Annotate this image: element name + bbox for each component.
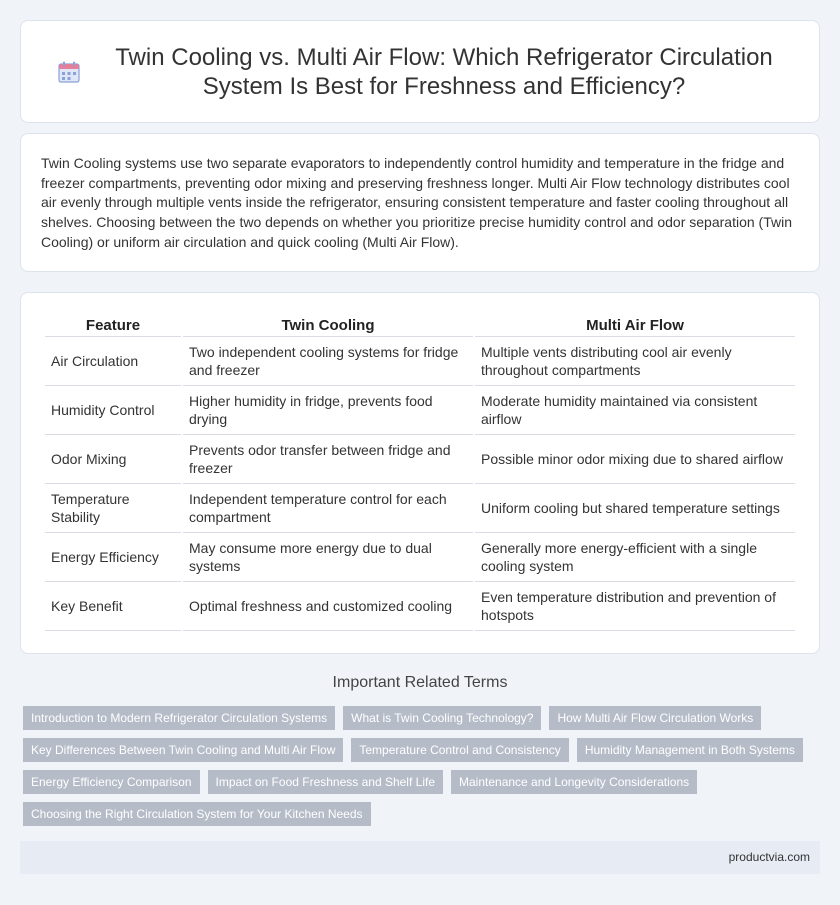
comparison-card <box>20 292 820 654</box>
related-term-link[interactable]: How Multi Air Flow Circulation Works <box>549 706 761 730</box>
page-title: Twin Cooling vs. Multi Air Flow: Which Refrigerator Circulation System Is Best for Freshness and Efficiency? <box>115 43 773 100</box>
table-row <box>45 484 795 533</box>
table-cell: Generally more energy-efficient with a single cooling system <box>475 533 795 582</box>
table-cell: Uniform cooling but shared temperature settings <box>475 484 795 533</box>
footer <box>20 841 820 874</box>
footer-site-link[interactable]: productvia.com <box>728 850 810 864</box>
table-row <box>45 533 795 582</box>
table-cell: Odor Mixing <box>45 435 181 484</box>
related-term-link[interactable]: What is Twin Cooling Technology? <box>343 706 541 730</box>
table-cell: Temperature Stability <box>45 484 181 533</box>
table-cell: Independent temperature control for each compartment <box>183 484 473 533</box>
table-row <box>45 386 795 435</box>
table-cell: Moderate humidity maintained via consistent airflow <box>475 386 795 435</box>
table-row <box>45 435 795 484</box>
table-cell: May consume more energy due to dual systems <box>183 533 473 582</box>
related-term-link[interactable]: Choosing the Right Circulation System for Your Kitchen Needs <box>23 802 371 826</box>
comparison-table <box>43 313 797 631</box>
table-cell: Key Benefit <box>45 582 181 631</box>
table-row <box>45 582 795 631</box>
table-cell: Possible minor odor mixing due to shared airflow <box>475 435 795 484</box>
table-cell: Energy Efficiency <box>45 533 181 582</box>
table-header-row <box>45 313 795 337</box>
related-term-link[interactable]: Maintenance and Longevity Considerations <box>451 770 697 794</box>
table-cell: Higher humidity in fridge, prevents food drying <box>183 386 473 435</box>
title-card <box>20 20 820 123</box>
related-term-link[interactable]: Energy Efficiency Comparison <box>23 770 200 794</box>
table-cell: Air Circulation <box>45 337 181 386</box>
header-multi-air-flow: Multi Air Flow <box>475 313 795 337</box>
related-term-link[interactable]: Key Differences Between Twin Cooling and Multi Air Flow <box>23 738 343 762</box>
intro-card <box>20 133 820 272</box>
header-feature: Feature <box>45 313 181 337</box>
calendar-icon <box>56 59 82 85</box>
table-cell: Two independent cooling systems for fridge and freezer <box>183 337 473 386</box>
related-term-link[interactable]: Temperature Control and Consistency <box>351 738 568 762</box>
table-cell: Multiple vents distributing cool air evenly throughout compartments <box>475 337 795 386</box>
table-cell: Prevents odor transfer between fridge and freezer <box>183 435 473 484</box>
table-cell: Optimal freshness and customized cooling <box>183 582 473 631</box>
related-term-link[interactable]: Humidity Management in Both Systems <box>577 738 803 762</box>
header-twin-cooling: Twin Cooling <box>183 313 473 337</box>
related-terms-list <box>23 706 823 826</box>
related-term-link[interactable]: Introduction to Modern Refrigerator Circulation Systems <box>23 706 335 730</box>
intro-paragraph: Twin Cooling systems use two separate evaporators to independently control humidity and temperature in the fridge and freezer compartments, preventing odor mixing and preserving freshness longer. Multi Air Flow technology distributes cool air evenly through multiple vents inside the refrigerator, ensuring consistent temperature and faster cooling throughout all shelves. Choosing between the two depends on whether you prioritize precise humidity control and odor separation (Twin Cooling) or uniform air circulation and quick cooling (Multi Air Flow). <box>41 155 792 250</box>
table-cell: Humidity Control <box>45 386 181 435</box>
related-term-link[interactable]: Impact on Food Freshness and Shelf Life <box>208 770 443 794</box>
table-cell: Even temperature distribution and prevention of hotspots <box>475 582 795 631</box>
table-row <box>45 337 795 386</box>
related-terms-heading: Important Related Terms <box>332 674 508 691</box>
